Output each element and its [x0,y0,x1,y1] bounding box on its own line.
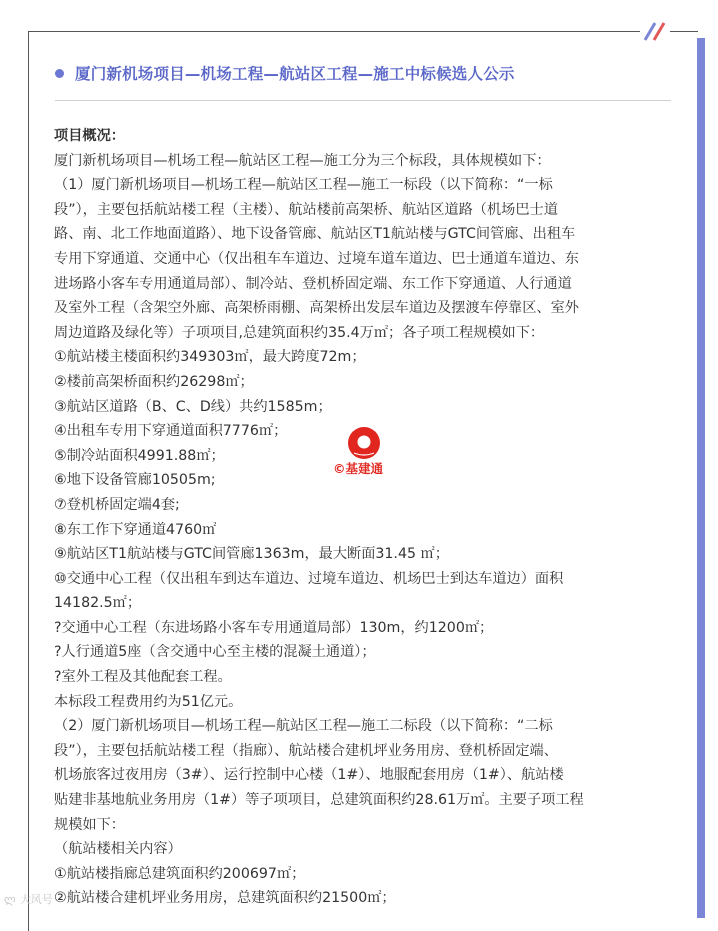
body-line: 段”），主要包括航站楼工程（指廊）、航站楼合建机坪业务用房、登机桥固定端、 [54,742,558,759]
body-line: ②楼前高架桥面积约26298㎡； [54,373,254,390]
body-line: ①航站楼指廊总建筑面积约200697㎡； [54,865,306,882]
body-line: ?人行通道5座（含交通中心至主楼的混凝土通道）； [54,644,376,661]
body-line: 进场路小客车专用通道局部）、制冷站、登机桥固定端、东工作下穿通道、人行通道 [54,275,572,292]
watermark-text: 大风号 [19,893,53,906]
body-line: ⑦登机桥固定端4套; [54,496,180,513]
body-line: ?室外工程及其他配套工程。 [54,669,232,686]
article-header [55,62,670,84]
article-body [54,124,674,911]
body-line: 及室外工程（含架空外廊、高架桥雨棚、高架桥出发层车道边及摆渡车停靠区、室外 [54,300,579,317]
body-line: 专用下穿通道、交通中心（仅出租车车道边、过境车道车道边、巴士通道车道边、东 [54,250,579,267]
body-line: ?交通中心工程（东进场路小客车专用通道局部）130m，约1200㎡； [54,619,494,636]
jijiantong-logo [333,425,395,481]
body-line: ⑨航站区T1航站楼与GTC间管廊1363m，最大断面31.45 ㎡； [54,546,449,563]
body-line: ⑩交通中心工程（仅出租车到达车道边、过境车道边、机场巴士到达车道边）面积 [54,570,564,587]
body-line: 机场旅客过夜用房（3#）、运行控制中心楼（1#）、地服配套用房（1#）、航站楼 [54,767,564,784]
body-line: 本标段工程费用约为51亿元。 [54,693,243,710]
body-line: ③航站区道路（B、C、D线）共约1585m； [54,398,332,415]
body-line: 路、南、北工作地面道路）、地下设备管廊、航站区T1航站楼与GTC间管廊、出租车 [54,226,576,243]
body-line: ⑧东工作下穿通道4760㎡ [54,521,217,538]
bullet-dot-icon [55,69,64,78]
body-line: 周边道路及绿化等）子项项目,总建筑面积约35.4万㎡；各子项工程规模如下： [54,324,545,341]
body-line: ⑤制冷站面积4991.88㎡； [54,447,225,464]
corner-slash-decoration [641,20,671,42]
body-line: 厦门新机场项目—机场工程—航站区工程—施工分为三个标段，具体规模如下： [54,152,551,169]
section-heading: 项目概况： [54,128,125,144]
logo-emblem-icon [346,425,382,461]
article-title: 厦门新机场项目—机场工程—航站区工程—施工中标候选人公示 [75,65,515,83]
body-line: 14182.5㎡； [54,595,142,612]
logo-name: ©基建通 [333,461,384,476]
body-line: （1）厦门新机场项目—机场工程—航站区工程—施工一标段（以下简称：“一标 [54,177,553,194]
body-line: （2）厦门新机场项目—机场工程—航站区工程—施工二标段（以下简称：“二标 [54,718,553,735]
body-line: 规模如下： [54,816,125,833]
watermark-icon: ლ [4,892,16,906]
body-line: ④出租车专用下穿通道面积7776㎡； [54,423,288,440]
body-line: 段”），主要包括航站楼工程（主楼）、航站楼前高架桥、航站区道路（机场巴士道 [54,201,558,218]
body-line: 贴建非基地航业务用房（1#）等子项项目，总建筑面积约28.61万㎡。主要子项工程 [54,792,584,809]
body-line: ⑥地下设备管廊10505m; [54,472,216,489]
right-accent-bar [697,38,705,918]
title-divider [55,100,671,101]
body-line: ②航站楼合建机坪业务用房，总建筑面积约21500㎡； [54,890,396,907]
body-line: （航站楼相关内容） [54,841,182,858]
watermark [4,891,53,907]
body-line: ①航站楼主楼面积约349303㎡，最大跨度72m； [54,349,366,366]
